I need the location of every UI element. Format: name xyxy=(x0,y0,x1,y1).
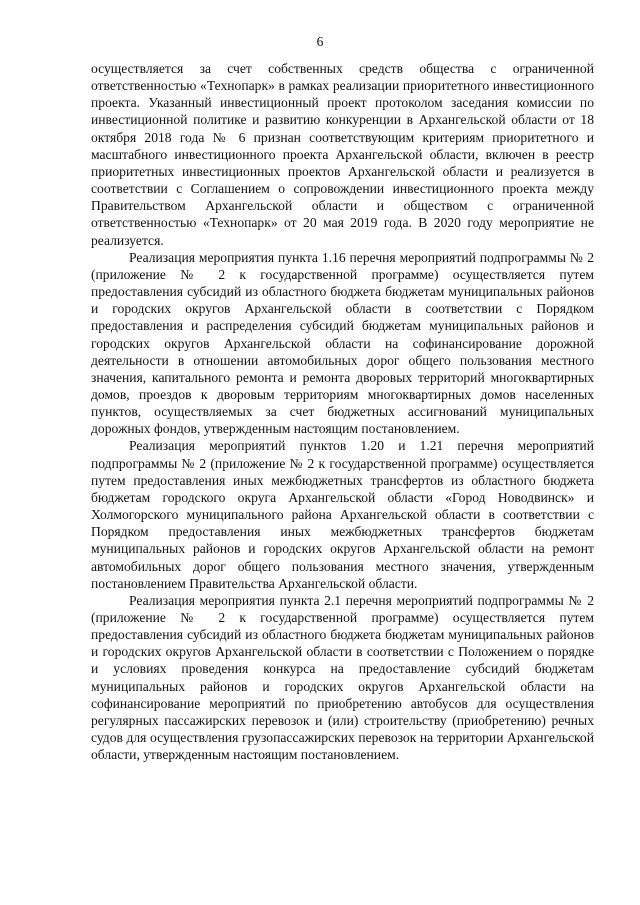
paragraph-items-1-20-1-21: Реализация мероприятий пунктов 1.20 и 1.21 перечня мероприятий подпрограммы № 2 (приложение № 2 к государственной программе) осуществляется путем предоставления иных межбюджетных трансфертов из областного бюджета бюджетам городского округа Архангельской области «Город Новодвинск» и Холмогорского муниципального района Архангельской области в соответствии с Порядком предоставления иных межбюджетных трансфертов бюджетам муниципальных районов и городских округов Архангельской области на ремонт автомобильных дорог общего пользования местного значения, утвержденным постановлением Правительства Архангельской области. xyxy=(91,438,594,591)
paragraph-item-2-1: Реализация мероприятия пункта 2.1 перечня мероприятий подпрограммы № 2 (приложение № 2 к государственной программе) осуществляется путем предоставления субсидий из областного бюджета бюджетам муниципальных районов и городских округов Архангельской области в соответствии с Положением о порядке и условиях проведения конкурса на предоставление субсидий бюджетам муниципальных районов и городских округов Архангельской области на софинансирование мероприятий по приобретению автобусов для осуществления регулярных пассажирских перевозок и (или) строительству (приобретению) речных судов для осуществления грузопассажирских перевозок на территории Архангельской области, утвержденным настоящим постановлением. xyxy=(91,592,594,763)
document-body xyxy=(91,60,594,763)
paragraph-continuation: осуществляется за счет собственных средств общества с ограниченной ответственностью «Технопарк» в рамках реализации приоритетного инвестиционного проекта. Указанный инвестиционный проект протоколом заседания комиссии по инвестиционной политике и развитию конкуренции в Архангельской области от 18 октября 2018 года № 6 признан соответствующим критериям приоритетного и масштабного инвестиционного проекта Архангельской области, включен в реестр приоритетных инвестиционных проектов Архангельской области и реализуется в соответствии с Соглашением о сопровождении инвестиционного проекта между Правительством Архангельской области и обществом с ограниченной ответственностью «Технопарк» от 20 мая 2019 года. В 2020 году мероприятие не реализуется. xyxy=(91,61,594,248)
page-number: 6 xyxy=(316,34,324,49)
paragraph-item-1-16: Реализация мероприятия пункта 1.16 перечня мероприятий подпрограммы № 2 (приложение № 2 к государственной программе) осуществляется путем предоставления субсидий из областного бюджета бюджетам муниципальных районов и городских округов Архангельской области в соответствии с Порядком предоставления и распределения субсидий бюджетам муниципальных районов и городских округов Архангельской области на софинансирование дорожной деятельности в отношении автомобильных дорог общего пользования местного значения, капитального ремонта и ремонта дворовых территорий многоквартирных домов, проездов к дворовым территориям многоквартирных домов населенных пунктов, осуществляемых за счет бюджетных ассигнований муниципальных дорожных фондов, утвержденным настоящим постановлением. xyxy=(91,249,594,437)
